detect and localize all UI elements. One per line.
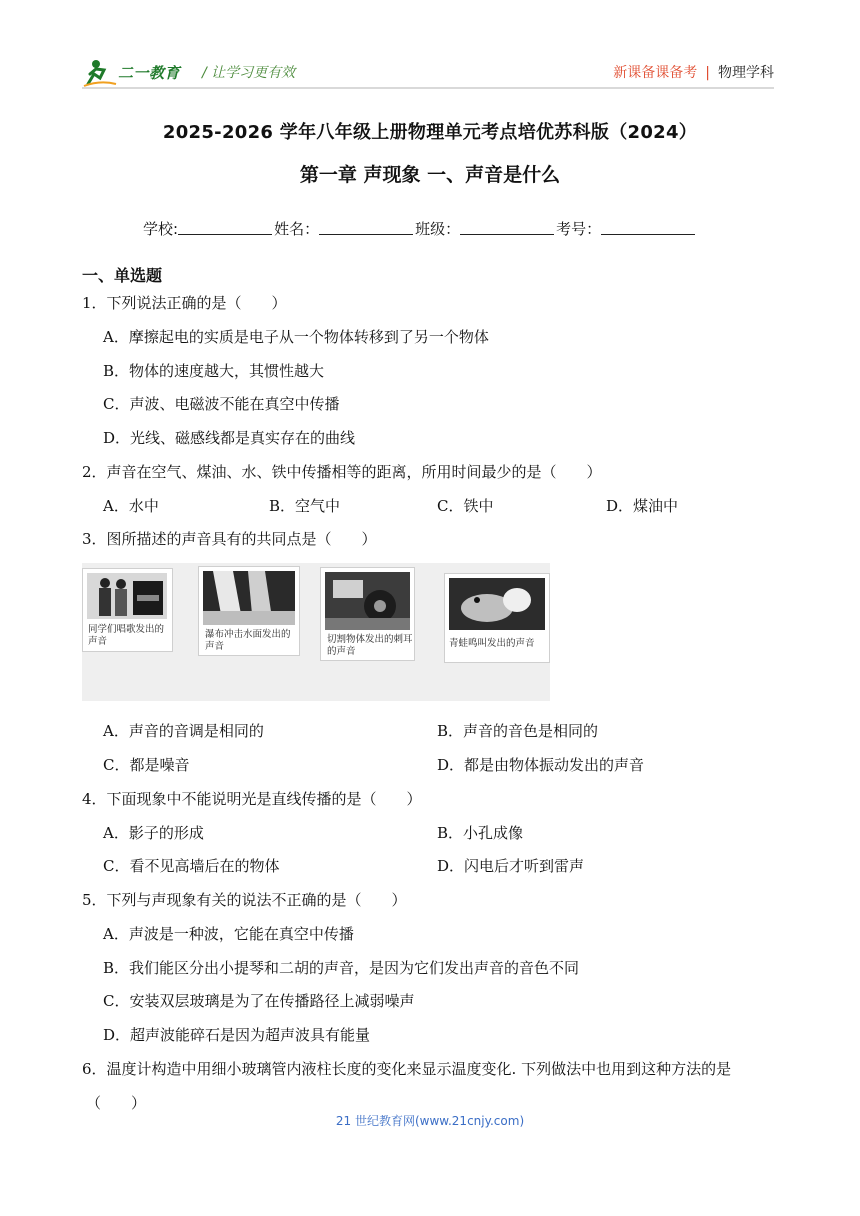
caption-frog: 青蛙鸣叫发出的声音 <box>449 638 535 649</box>
header-separator: | <box>705 65 710 81</box>
question-2-stem: 2．声音在空气、煤油、水、铁中传播相等的距离，所用时间最少的是（ ） <box>82 463 602 481</box>
q5-option-d: D．超声波能碎石是因为超声波具有能量 <box>103 1026 371 1044</box>
exam-no-field[interactable] <box>601 218 695 235</box>
name-field[interactable] <box>319 218 413 235</box>
q2-option-d: D．煤油中 <box>606 497 679 515</box>
q2-option-b: B．空气中 <box>269 497 341 515</box>
q3-option-b: B．声音的音色是相同的 <box>437 722 599 740</box>
question-6-stem-continued: （ ） <box>86 1094 147 1112</box>
waterfall-photo <box>203 571 295 625</box>
q4-option-d: D．闪电后才听到雷声 <box>437 857 585 875</box>
slogan: / 让学习更有效 <box>202 65 296 81</box>
page-footer[interactable]: 21 世纪教育网(www.21cnjy.com) <box>335 1114 525 1128</box>
header-tagline: 新课备课备考 <box>613 65 698 81</box>
cutting-photo <box>325 572 410 630</box>
logo-text: 二一教育 <box>118 64 181 82</box>
exam-no-label: 考号： <box>556 220 602 238</box>
q3-option-a: A．声音的音调是相同的 <box>103 722 264 740</box>
frog-icon <box>449 578 545 630</box>
question-3-figure <box>82 563 550 701</box>
singing-photo <box>87 573 167 619</box>
q1-option-d: D．光线、磁感线都是真实存在的曲线 <box>103 429 356 447</box>
q3-option-d: D．都是由物体振动发出的声音 <box>437 756 645 774</box>
page-header <box>0 0 860 100</box>
question-4-stem: 4．下面现象中不能说明光是直线传播的是（ ） <box>82 790 422 808</box>
section-heading: 一、单选题 <box>82 266 163 285</box>
question-6-stem: 6．温度计构造中用细小玻璃管内液柱长度的变化来显示温度变化. 下列做法中也用到这种方法的是 <box>82 1060 732 1078</box>
q1-option-a: A．摩擦起电的实质是电子从一个物体转移到了另一个物体 <box>103 328 489 346</box>
class-field[interactable] <box>460 218 554 235</box>
q1-option-c: C．声波、电磁波不能在真空中传播 <box>103 395 340 413</box>
student-info-line <box>143 218 697 239</box>
figure-panel-singing <box>82 568 173 652</box>
page-title: 2025-2026 学年八年级上册物理单元考点培优苏科版（2024） <box>162 122 698 143</box>
q3-option-c: C．都是噪音 <box>103 756 190 774</box>
waterfall-icon <box>203 571 295 625</box>
figure-panel-waterfall <box>198 566 300 656</box>
q5-option-a: A．声波是一种波，它能在真空中传播 <box>103 925 354 943</box>
name-label: 姓名： <box>274 220 320 238</box>
q2-option-a: A．水中 <box>103 497 159 515</box>
header-divider <box>82 87 774 89</box>
q1-option-b: B．物体的速度越大，其惯性越大 <box>103 362 325 380</box>
frog-photo <box>449 578 545 630</box>
caption-waterfall: 瀑布冲击水面发出的声音 <box>205 629 291 652</box>
figure-panel-frog <box>444 573 550 663</box>
caption-cutting: 切割物体发出的刺耳的声音 <box>327 634 413 657</box>
q5-option-c: C．安装双层玻璃是为了在传播路径上减弱噪声 <box>103 992 415 1010</box>
q4-option-a: A．影子的形成 <box>103 824 204 842</box>
page-subtitle: 第一章 声现象 一、声音是什么 <box>299 164 561 186</box>
figure-panel-cutting <box>320 567 415 661</box>
q5-option-b: B．我们能区分出小提琴和二胡的声音，是因为它们发出声音的音色不同 <box>103 959 580 977</box>
header-right <box>613 62 774 82</box>
question-3-stem: 3．图所描述的声音具有的共同点是（ ） <box>82 530 377 548</box>
question-5-stem: 5．下列与声现象有关的说法不正确的是（ ） <box>82 891 407 909</box>
header-subject: 物理学科 <box>718 65 774 81</box>
school-field[interactable] <box>178 218 272 235</box>
q4-option-b: B．小孔成像 <box>437 824 524 842</box>
q2-option-c: C．铁中 <box>437 497 494 515</box>
school-label: 学校: <box>143 220 179 238</box>
singing-people-icon <box>87 573 167 619</box>
saw-cutting-icon <box>325 572 410 630</box>
q4-option-c: C．看不见高墙后在的物体 <box>103 857 280 875</box>
class-label: 班级： <box>415 220 461 238</box>
caption-singing: 同学们唱歌发出的声音 <box>88 624 165 647</box>
question-1-stem: 1．下列说法正确的是（ ） <box>82 294 287 312</box>
